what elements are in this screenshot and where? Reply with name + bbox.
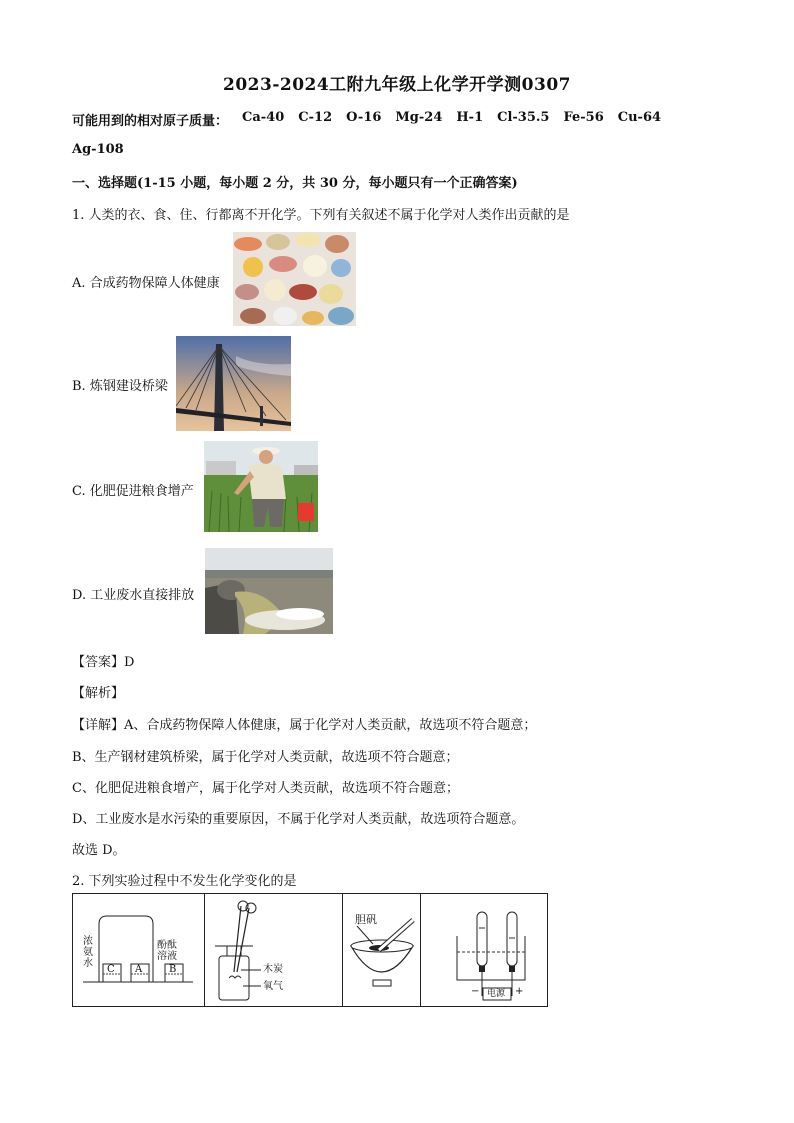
bridge-photo — [176, 336, 291, 431]
question-1-stem: 1. 人类的衣、食、住、行都离不开化学。下列有关叙述不属于化学对人类作出贡献的是 — [72, 208, 570, 223]
power-source-label: 电源 — [487, 989, 506, 999]
diagram-mortar-cell — [343, 894, 421, 1006]
experiment-diagrams — [72, 893, 548, 1007]
wastewater-photo — [205, 548, 333, 634]
detail-line: B、生产钢材建筑桥梁，属于化学对人类贡献，故选项不符合题意； — [72, 750, 459, 765]
ammonia-label: 浓 氨 水 — [83, 936, 93, 969]
mass-item: Ca-40 — [242, 110, 285, 125]
option-a-label: A. 合成药物保障人体健康 — [72, 276, 220, 291]
beaker-a-label: A — [135, 964, 143, 975]
mass-item: Mg-24 — [395, 110, 443, 125]
farmer-photo — [204, 441, 318, 532]
mass-item: Ag-108 — [72, 142, 124, 157]
charcoal-label: 木炭 — [263, 964, 283, 975]
blue-vitriol-label: 胆矾 — [355, 913, 377, 926]
negative-terminal: − — [471, 986, 480, 997]
pills-photo — [233, 232, 356, 326]
beaker-c-label: C — [107, 964, 115, 975]
diagram-ammonia-cell — [73, 894, 205, 1006]
section-heading: 一、选择题(1-15 小题，每小题 2 分，共 30 分，每小题只有一个正确答案) — [72, 176, 518, 191]
mass-item: O-16 — [346, 110, 382, 125]
masses-label: 可能用到的相对原子质量： — [72, 114, 229, 129]
mass-item: Fe-56 — [563, 110, 604, 125]
mass-item: H-1 — [456, 110, 484, 125]
detail-line: C、化肥促进粮食增产，属于化学对人类贡献，故选项不符合题意； — [72, 781, 459, 796]
beaker-b-label: B — [169, 964, 177, 975]
diagram-charcoal-cell — [205, 894, 343, 1006]
diagram-electrolysis-cell — [421, 894, 547, 1006]
mass-item: Cu-64 — [617, 110, 662, 125]
detail-line: 故选 D。 — [72, 843, 126, 858]
option-c-label: C. 化肥促进粮食增产 — [72, 484, 194, 499]
positive-terminal: + — [515, 986, 524, 997]
oxygen-label: 氧气 — [263, 981, 283, 992]
option-d-label: D. 工业废水直接排放 — [72, 588, 195, 603]
page-title: 2023-2024工附九年级上化学开学测0307 — [223, 75, 571, 95]
detail-line: 【详解】A、合成药物保障人体健康，属于化学对人类贡献，故选项不符合题意； — [72, 718, 537, 733]
phenolphthalein-label: 酚 酞 溶 液 — [157, 940, 177, 962]
mass-item: Cl-35.5 — [497, 110, 550, 125]
detail-line: D、工业废水是水污染的重要原因，不属于化学对人类贡献，故选项符合题意。 — [72, 812, 525, 827]
analysis-heading: 【解析】 — [72, 686, 125, 701]
mass-item: C-12 — [298, 110, 333, 125]
option-b-label: B. 炼钢建设桥梁 — [72, 379, 168, 394]
answer: 【答案】D — [72, 655, 135, 670]
question-2-stem: 2. 下列实验过程中不发生化学变化的是 — [72, 874, 297, 889]
atomic-masses-line — [72, 110, 661, 129]
